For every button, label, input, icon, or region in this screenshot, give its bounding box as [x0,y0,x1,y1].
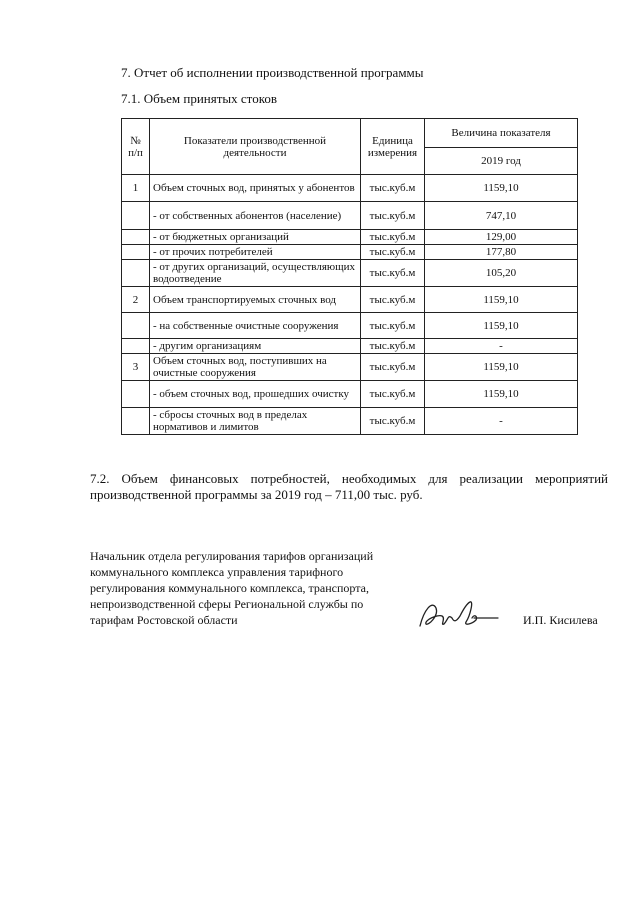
row-value: 1159,10 [425,381,578,408]
table-row [122,230,578,245]
row-unit: тыс.куб.м [361,175,425,202]
row-unit: тыс.куб.м [361,313,425,339]
row-unit: тыс.куб.м [361,260,425,287]
row-num: 1 [122,175,150,202]
table-row [122,339,578,354]
row-name: - сбросы сточных вод в пределах нормативов и лимитов [150,408,361,435]
section-heading: 7. Отчет об исполнении производственной программы [121,65,424,80]
row-value: - [425,339,578,354]
signatory-position: Начальник отдела регулирования тарифов организаций коммунального комплекса управления тарифного регулирования коммунального комплекса, транспорта, непроизводственной сферы Региональной службы по тарифам Ростовской области [90,549,374,627]
row-num [122,245,150,260]
row-unit: тыс.куб.м [361,354,425,381]
financial-needs-line1: 7.2. Объем финансовых потребностей, необходимых для реализации мероприятий [90,471,608,486]
header-unit: Единица измерения [361,119,425,175]
row-name: - объем сточных вод, прошедших очистку [150,381,361,408]
table-row [122,260,578,287]
header-indicator: Показатели производственной деятельности [150,119,361,175]
row-unit: тыс.куб.м [361,230,425,245]
row-num [122,202,150,230]
table-row [122,313,578,339]
table-row [122,245,578,260]
row-value: 1159,10 [425,313,578,339]
row-unit: тыс.куб.м [361,381,425,408]
table-row [122,354,578,381]
row-value: 177,80 [425,245,578,260]
table-row [122,381,578,408]
row-value: - [425,408,578,435]
row-name: - другим организациям [150,339,361,354]
stocks-table [121,118,578,435]
row-num: 3 [122,354,150,381]
header-num: № п/п [122,119,150,175]
row-num: 2 [122,287,150,313]
header-value: Величина показателя [425,119,578,148]
handwritten-signature [414,596,504,634]
subsection-heading: 7.1. Объем принятых стоков [121,91,277,106]
row-name: - от бюджетных организаций [150,230,361,245]
financial-needs-line2: производственной программы за 2019 год – 711,00 тыс. руб. [90,487,423,502]
row-num [122,339,150,354]
row-name: Объем транспортируемых сточных вод [150,287,361,313]
table-row [122,408,578,435]
row-num [122,313,150,339]
row-value: 1159,10 [425,354,578,381]
row-unit: тыс.куб.м [361,202,425,230]
row-num [122,381,150,408]
row-unit: тыс.куб.м [361,245,425,260]
table-row [122,175,578,202]
row-num [122,260,150,287]
row-value: 747,10 [425,202,578,230]
table-row [122,202,578,230]
row-value: 1159,10 [425,287,578,313]
row-value: 129,00 [425,230,578,245]
row-unit: тыс.куб.м [361,408,425,435]
row-name: Объем сточных вод, поступивших на очистные сооружения [150,354,361,381]
table-row [122,287,578,313]
row-value: 1159,10 [425,175,578,202]
row-unit: тыс.куб.м [361,287,425,313]
header-year: 2019 год [425,148,578,175]
row-name: - от других организаций, осуществляющих водоотведение [150,260,361,287]
row-name: - от прочих потребителей [150,245,361,260]
row-num [122,230,150,245]
row-name: - на собственные очистные сооружения [150,313,361,339]
signatory-name: И.П. Кисилева [523,613,598,627]
row-num [122,408,150,435]
row-name: - от собственных абонентов (население) [150,202,361,230]
row-value: 105,20 [425,260,578,287]
row-unit: тыс.куб.м [361,339,425,354]
row-name: Объем сточных вод, принятых у абонентов [150,175,361,202]
